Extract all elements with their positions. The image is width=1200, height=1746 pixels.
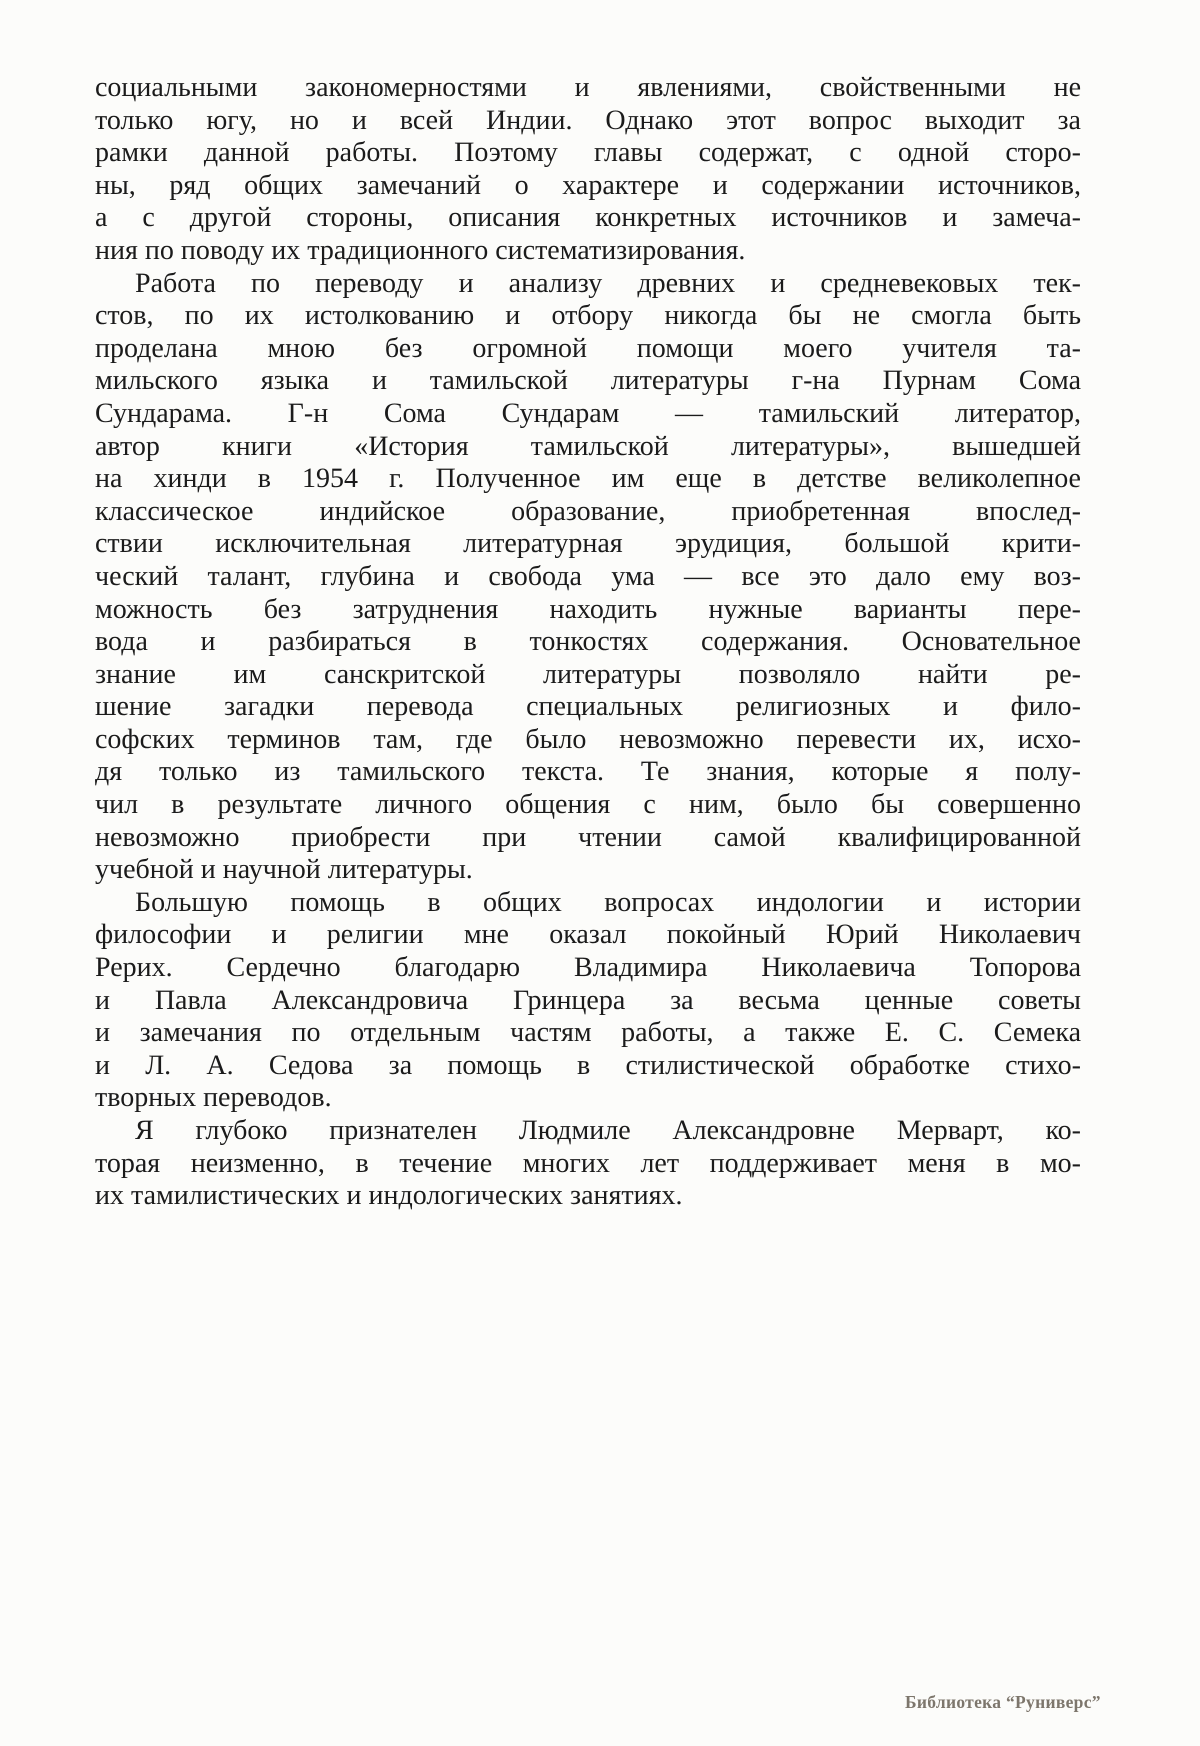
text-line: Рерих. Сердечно благодарю Владимира Николаевича Топорова (95, 952, 1081, 984)
text-line: Работа по переводу и анализу древних и средневековых тек- (135, 267, 1081, 299)
text-line: чил в результате личного общения с ним, было бы совершенно (95, 789, 1081, 821)
text-line: Большую помощь в общих вопросах индологии и истории (135, 886, 1081, 918)
text-line: и Л. А. Седова за помощь в стилистической обработке стихо- (95, 1049, 1081, 1081)
text-line: философии и религии мне оказал покойный Юрий Николаевич (95, 919, 1081, 951)
text-line: учебной и научной литературы. (95, 854, 473, 886)
text-line: и замечания по отдельным частям работы, а также Е. С. Семека (95, 1017, 1081, 1049)
text-line: можность без затруднения находить нужные варианты пере- (95, 593, 1081, 625)
text-line: ны, ряд общих замечаний о характере и содержании источников, (95, 169, 1081, 201)
text-line: ческий талант, глубина и свобода ума — все это дало ему воз- (95, 560, 1081, 592)
text-line: знание им санскритской литературы позволяло найти ре- (95, 658, 1081, 690)
text-line: дя только из тамильского текста. Те знания, которые я полу- (95, 756, 1081, 788)
text-line: рамки данной работы. Поэтому главы содержат, с одной сторо- (95, 137, 1081, 169)
text-line: торая неизменно, в течение многих лет поддерживает меня в мо- (95, 1147, 1081, 1179)
text-line: а с другой стороны, описания конкретных источников и замеча- (95, 202, 1081, 234)
paragraph (95, 268, 1081, 887)
text-line: автор книги «История тамильской литературы», вышедшей (95, 430, 1081, 462)
text-line: стов, по их истолкованию и отбору никогда бы не смогла быть (95, 300, 1081, 332)
library-watermark: Библиотека “Руниверс” (905, 1692, 1101, 1712)
text-line: на хинди в 1954 г. Полученное им еще в детстве великолепное (95, 463, 1081, 495)
text-line: ствии исключительная литературная эрудиция, большой крити- (95, 528, 1081, 560)
text-line: ния по поводу их традиционного систематизирования. (95, 234, 746, 266)
body-text (95, 72, 1081, 1213)
text-line: мильского языка и тамильской литературы г-на Пурнам Сома (95, 365, 1081, 397)
text-line: социальными закономерностями и явлениями, свойственными не (95, 72, 1081, 103)
paragraph (95, 1115, 1081, 1213)
paragraph (95, 887, 1081, 1115)
text-line: только югу, но и всей Индии. Однако этот вопрос выходит за (95, 104, 1081, 136)
text-line: Сундарама. Г-н Сома Сундарам — тамильский литератор, (95, 397, 1081, 429)
text-line: и Павла Александровича Гринцера за весьма ценные советы (95, 984, 1081, 1016)
text-line: проделана мною без огромной помощи моего учителя та- (95, 332, 1081, 364)
text-line: вода и разбираться в тонкостях содержания. Основательное (95, 626, 1081, 658)
text-line: шение загадки перевода специальных религиозных и фило- (95, 691, 1081, 723)
text-line: классическое индийское образование, приобретенная впослед- (95, 495, 1081, 527)
paragraph (95, 72, 1081, 268)
text-line: софских терминов там, где было невозможно перевести их, исхо- (95, 723, 1081, 755)
text-line: творных переводов. (95, 1082, 332, 1114)
text-line: их тамилистических и индологических занятиях. (95, 1180, 683, 1212)
text-line: невозможно приобрести при чтении самой квалифицированной (95, 821, 1081, 853)
text-line: Я глубоко признателен Людмиле Александровне Мерварт, ко- (135, 1115, 1081, 1146)
